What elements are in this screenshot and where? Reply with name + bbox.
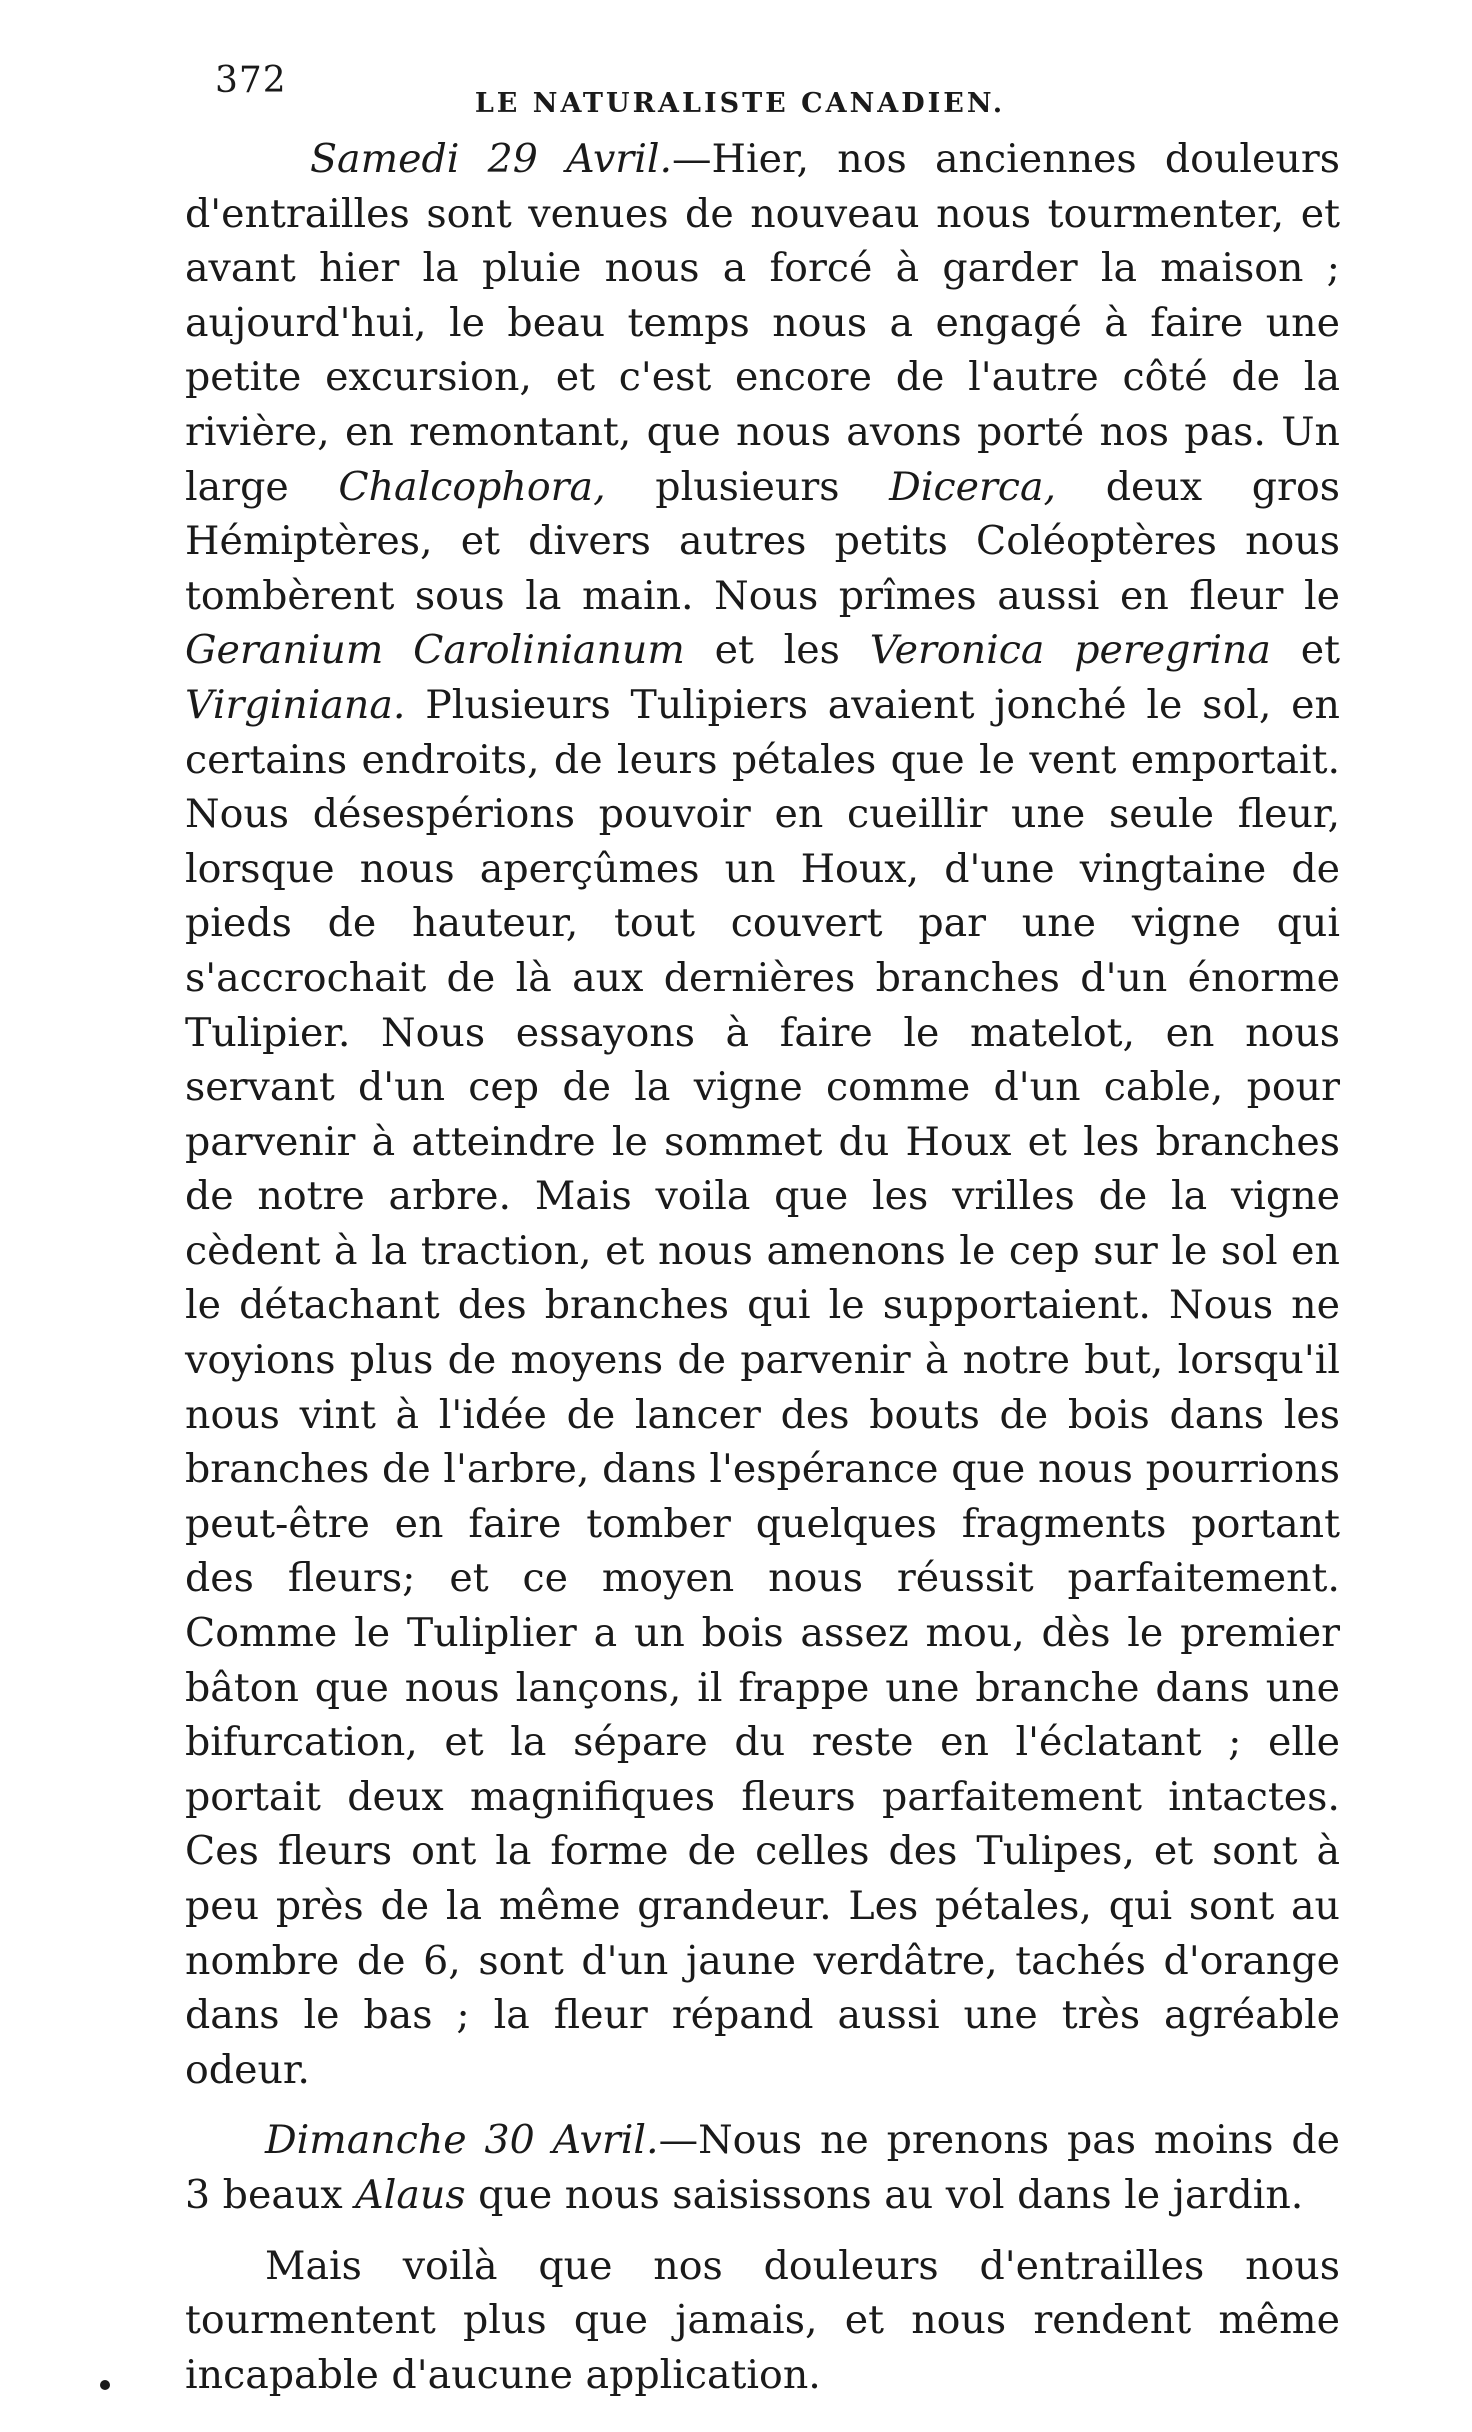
paragraph-samedi [185,132,1340,2097]
ink-speck [100,2380,110,2390]
text-run: plusieurs [605,463,890,510]
page-number: 372 [215,60,287,101]
text-run: et les [684,627,870,674]
species-name: Virginiana. [185,681,406,728]
species-name: Geranium Carolinianum [185,627,685,674]
species-name: Alaus [355,2171,466,2218]
text-run: deux gros Hémiptères, et divers autres petits Coléoptères nous tombèrent sous la main. Nous prîmes aussi en fleur le [185,463,1340,619]
text-run: —Hier, nos anciennes douleurs d'entrailles sont venues de nouveau nous tourmenter, et avant hier la pluie nous a forcé à garder la maison ; aujourd'hui, le beau temps nous a engagé à faire une petite excursion, et c'est encore de l'autre côté de la rivière, en remontant, que nous avons porté nos pas. Un large [185,136,1340,510]
text-run: Plusieurs Tulipiers avaient jonché le sol, en certains endroits, de leurs pétales que le vent emportait. Nous désespérions pouvoir en cueillir une seule fleur, lorsque nous aperçûmes un Houx, d'une vingtaine de pieds de hauteur, tout couvert par une vigne qui s'accrochait de là aux dernières branches d'un énorme Tulipier. Nous essayons à faire le matelot, en nous servant d'un cep de la vigne comme d'un cable, pour parvenir à atteindre le sommet du Houx et les branches de notre arbre. Mais voila que les vrilles de la vigne cèdent à la traction, et nous amenons le cep sur le sol en le détachant des branches qui le supportaient. Nous ne voyions plus de moyens de parvenir à notre but, lorsqu'il nous vint à l'idée de lancer des bouts de bois dans les branches de l'arbre, dans l'espérance que nous pourrions peut-être en faire tomber quelques fragments portant des fleurs; et ce moyen nous réussit parfaitement. Comme le Tuliplier a un bois assez mou, dès le premier bâton que nous lançons, il frappe une branche dans une bifurcation, et la sépare du reste en l'éclatant ; elle portait deux magnifiques fleurs parfaitement intactes. Ces fleurs ont la forme de celles des Tulipes, et sont à peu près de la même grandeur. Les pétales, qui sont au nombre de 6, sont d'un jaune verdâtre, tachés d'orange dans le bas ; la fleur répand aussi une très agréable odeur. [185,681,1340,2093]
text-run: que nous saisissons au vol dans le jardin. [465,2171,1304,2218]
dateline-samedi: Samedi 29 Avril. [310,136,673,182]
text-run: —Nous ne prenons pas moins de 3 beaux [185,2117,1340,2218]
species-name: Dicerca, [889,463,1057,510]
paragraph-douleurs: Mais voilà que nos douleurs d'entrailles nous tourmentent plus que jamais, et nous rendent même incapable d'aucune application. [185,2242,1340,2398]
body-text [185,132,1340,2402]
species-name: Chalcophora, [338,463,606,510]
paragraph-dimanche [185,2113,1340,2222]
page-header [215,60,1375,130]
species-name: Veronica peregrina [869,627,1271,674]
text-run: et [1270,627,1341,674]
dateline-dimanche: Dimanche 30 Avril. [265,2117,659,2164]
running-head: LE NATURALISTE CANADIEN. [474,88,1006,119]
